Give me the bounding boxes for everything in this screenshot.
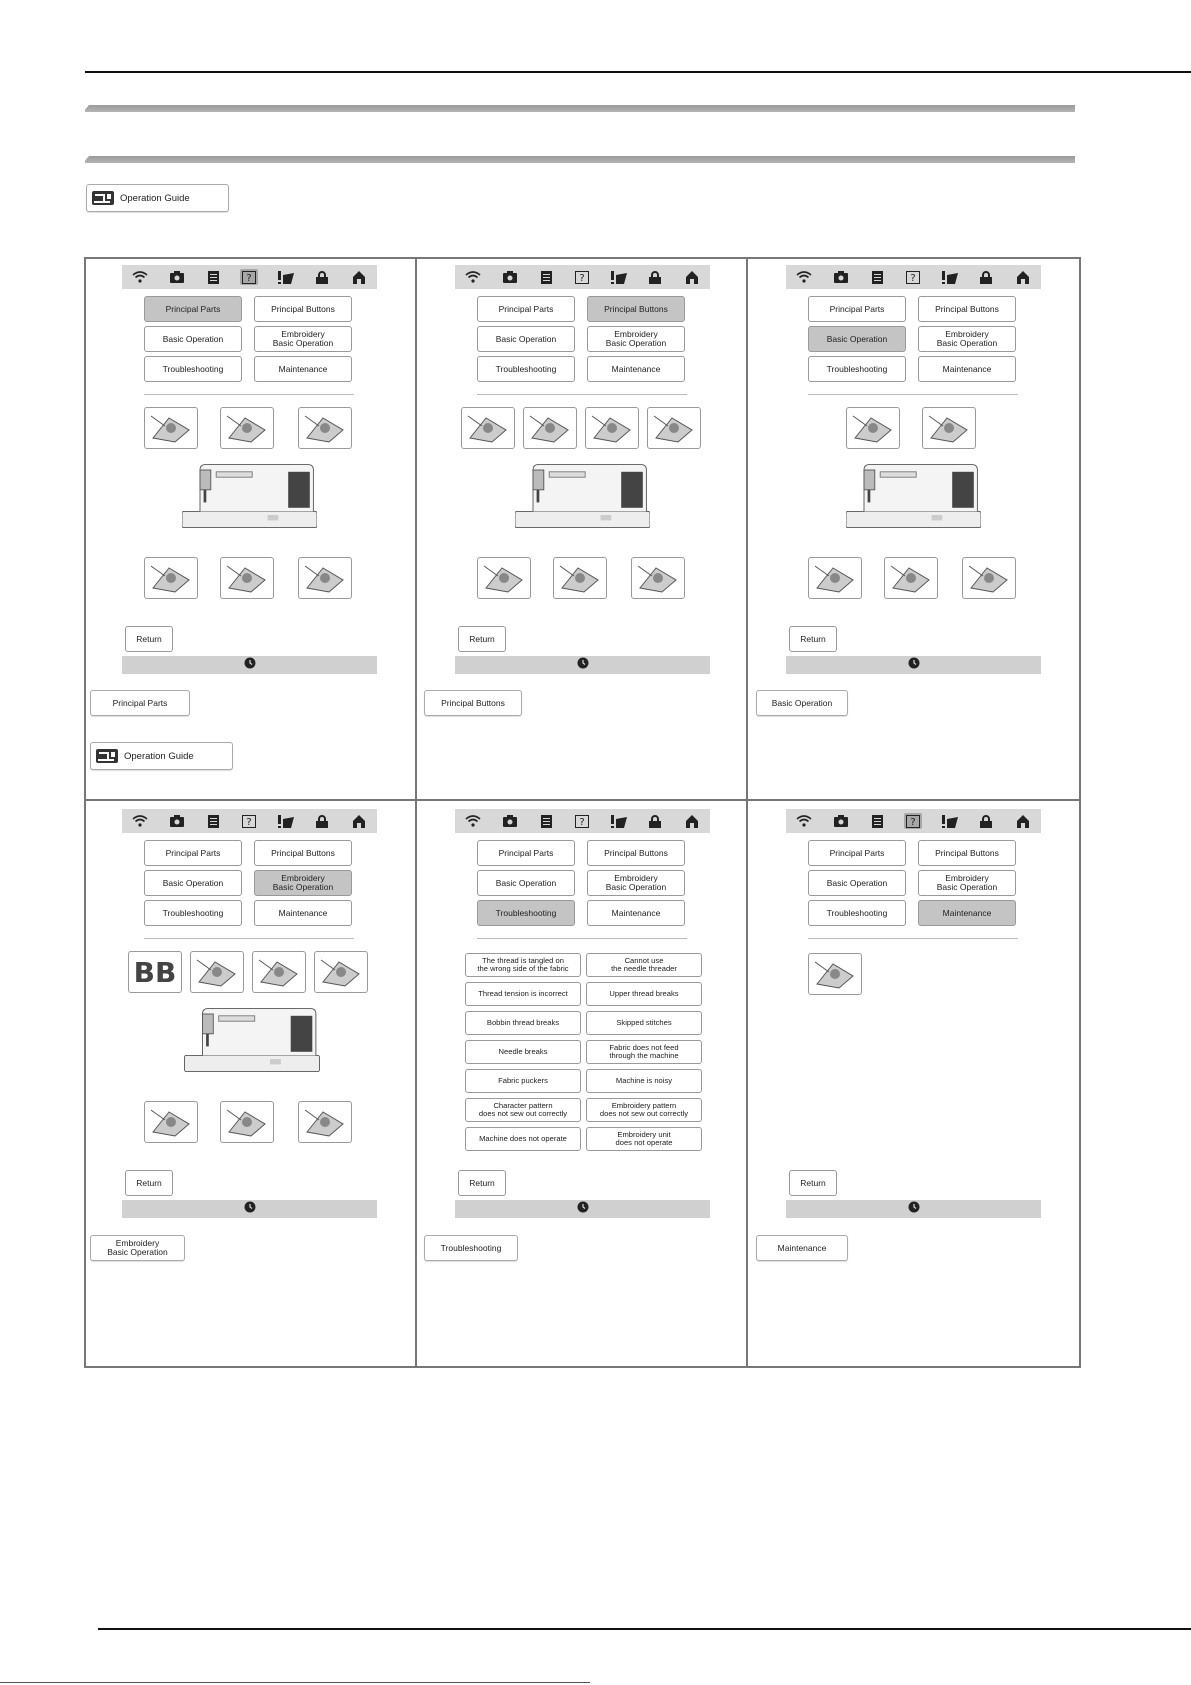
troubleshooting-item[interactable]: Character pattern does not sew out correctly <box>465 1098 581 1122</box>
screen-icon-bar <box>122 809 377 833</box>
detail-thumbnail[interactable] <box>523 407 577 449</box>
grid-divider-v2 <box>746 257 748 1368</box>
detail-thumbnail[interactable] <box>298 1101 352 1143</box>
troubleshooting-item[interactable]: Needle breaks <box>465 1040 581 1064</box>
guide-screen-3 <box>786 265 1041 685</box>
menu-button-maintenance[interactable]: Maintenance <box>587 900 685 926</box>
bottom-rule <box>98 1628 1191 1630</box>
detail-thumbnail[interactable] <box>808 557 862 599</box>
menu-button-basic-operation[interactable]: Basic Operation <box>808 870 906 896</box>
menu-button-principal-parts[interactable]: Principal Parts <box>477 296 575 322</box>
bobbin-icon[interactable] <box>610 269 628 285</box>
menu-divider <box>144 938 354 939</box>
lock-icon[interactable] <box>977 813 995 829</box>
menu-button-principal-parts[interactable]: Principal Parts <box>144 840 242 866</box>
document-icon[interactable] <box>204 269 222 285</box>
detail-thumbnail[interactable] <box>553 557 607 599</box>
help-icon[interactable] <box>573 813 591 829</box>
detail-thumbnail[interactable] <box>144 407 198 449</box>
svg-text:?: ? <box>246 816 253 828</box>
screen-bottom-bar <box>122 1200 377 1218</box>
operation-guide-key[interactable] <box>86 184 229 212</box>
menu-button-principal-parts[interactable]: Principal Parts <box>144 296 242 322</box>
screen-bottom-bar <box>122 656 377 674</box>
document-icon[interactable] <box>868 269 886 285</box>
caption-key[interactable]: Embroidery Basic Operation <box>90 1235 185 1261</box>
help-icon[interactable] <box>904 269 922 285</box>
troubleshooting-item[interactable]: Machine is noisy <box>586 1069 702 1093</box>
menu-button-troubleshooting[interactable]: Troubleshooting <box>477 356 575 382</box>
detail-thumbnail[interactable] <box>252 951 306 993</box>
clock-icon <box>908 656 920 674</box>
menu-button-basic-operation[interactable]: Basic Operation <box>144 326 242 352</box>
bobbin-icon[interactable] <box>610 813 628 829</box>
detail-thumbnail[interactable] <box>298 557 352 599</box>
sewing-machine-icon <box>92 191 114 205</box>
clock-icon <box>908 1200 920 1218</box>
detail-thumbnail[interactable] <box>144 557 198 599</box>
svg-text:?: ? <box>579 816 586 828</box>
return-button[interactable]: Return <box>789 626 837 652</box>
clock-icon <box>244 656 256 674</box>
detail-thumbnail[interactable] <box>846 407 900 449</box>
sewing-machine-illustration <box>182 461 317 538</box>
document-icon[interactable] <box>537 269 555 285</box>
grid-divider-v1 <box>415 257 417 1368</box>
home-icon[interactable] <box>1014 813 1032 829</box>
home-icon[interactable] <box>683 813 701 829</box>
wifi-icon[interactable] <box>795 269 813 285</box>
troubleshooting-item[interactable]: Fabric puckers <box>465 1069 581 1093</box>
home-icon[interactable] <box>350 813 368 829</box>
guide-screen-2 <box>455 265 710 685</box>
svg-text:?: ? <box>246 272 253 284</box>
menu-button-maintenance[interactable]: Maintenance <box>587 356 685 382</box>
troubleshooting-item[interactable]: Cannot use the needle threader <box>586 953 702 977</box>
guide-screen-1 <box>122 265 377 685</box>
screen-bottom-bar <box>786 656 1041 674</box>
wifi-icon[interactable] <box>464 269 482 285</box>
menu-button-embroidery-basic-operation[interactable]: Embroidery Basic Operation <box>254 326 352 352</box>
menu-button-principal-buttons[interactable]: Principal Buttons <box>587 840 685 866</box>
detail-thumbnail[interactable] <box>585 407 639 449</box>
caption-key[interactable]: Principal Parts <box>90 690 190 716</box>
guide-content <box>455 403 710 618</box>
home-icon[interactable] <box>683 269 701 285</box>
menu-button-basic-operation[interactable]: Basic Operation <box>144 870 242 896</box>
detail-thumbnail[interactable] <box>220 407 274 449</box>
menu-divider <box>144 394 354 395</box>
menu-button-maintenance[interactable]: Maintenance <box>254 900 352 926</box>
return-button[interactable]: Return <box>125 1170 173 1196</box>
svg-text:?: ? <box>910 272 917 284</box>
troubleshooting-item[interactable]: Embroidery pattern does not sew out correctly <box>586 1098 702 1122</box>
camera-icon[interactable] <box>168 813 186 829</box>
screen-bottom-bar <box>455 656 710 674</box>
camera-icon[interactable] <box>832 813 850 829</box>
troubleshooting-item[interactable]: Upper thread breaks <box>586 982 702 1006</box>
guide-content <box>455 947 710 1162</box>
svg-text:?: ? <box>910 816 917 828</box>
bobbin-icon[interactable] <box>277 269 295 285</box>
detail-thumbnail[interactable] <box>190 951 244 993</box>
guide-content <box>122 947 377 1162</box>
detail-thumbnail[interactable] <box>884 557 938 599</box>
screen-bottom-bar <box>786 1200 1041 1218</box>
lock-icon[interactable] <box>646 813 664 829</box>
clock-icon <box>244 1200 256 1218</box>
camera-icon[interactable] <box>832 269 850 285</box>
detail-thumbnail[interactable] <box>128 951 182 993</box>
svg-text:?: ? <box>579 272 586 284</box>
wifi-icon[interactable] <box>795 813 813 829</box>
guide-content <box>786 403 1041 618</box>
grid-divider-h <box>84 799 1081 801</box>
sewing-machine-illustration <box>142 1005 362 1082</box>
screen-icon-bar <box>455 265 710 289</box>
menu-button-embroidery-basic-operation[interactable]: Embroidery Basic Operation <box>918 326 1016 352</box>
menu-button-principal-parts[interactable]: Principal Parts <box>808 840 906 866</box>
page-edge-rule <box>0 1682 590 1683</box>
sewing-machine-illustration <box>846 461 981 538</box>
bobbin-icon[interactable] <box>941 269 959 285</box>
menu-button-maintenance[interactable]: Maintenance <box>254 356 352 382</box>
detail-thumbnail[interactable] <box>144 1101 198 1143</box>
menu-button-basic-operation[interactable]: Basic Operation <box>477 870 575 896</box>
detail-thumbnail[interactable] <box>314 951 368 993</box>
menu-button-embroidery-basic-operation[interactable]: Embroidery Basic Operation <box>587 326 685 352</box>
screen-icon-bar <box>786 265 1041 289</box>
help-icon[interactable] <box>240 269 258 285</box>
menu-button-troubleshooting[interactable]: Troubleshooting <box>808 900 906 926</box>
troubleshooting-item[interactable]: Embroidery unit does not operate <box>586 1127 702 1151</box>
help-icon[interactable] <box>904 813 922 829</box>
bobbin-icon[interactable] <box>941 813 959 829</box>
operation-guide-key[interactable] <box>90 742 233 770</box>
menu-button-embroidery-basic-operation[interactable]: Embroidery Basic Operation <box>254 870 352 896</box>
menu-button-troubleshooting[interactable]: Troubleshooting <box>477 900 575 926</box>
menu-button-basic-operation[interactable]: Basic Operation <box>477 326 575 352</box>
menu-button-principal-buttons[interactable]: Principal Buttons <box>254 840 352 866</box>
section-band-bottom <box>85 156 1075 163</box>
guide-screen-5 <box>455 809 710 1229</box>
screen-bottom-bar <box>455 1200 710 1218</box>
screen-icon-bar <box>122 265 377 289</box>
embroidery-sample-text: BB <box>133 955 177 989</box>
detail-thumbnail[interactable] <box>298 407 352 449</box>
screen-icon-bar <box>786 809 1041 833</box>
clock-icon <box>577 1200 589 1218</box>
help-icon[interactable] <box>573 269 591 285</box>
menu-button-troubleshooting[interactable]: Troubleshooting <box>808 356 906 382</box>
menu-button-embroidery-basic-operation[interactable]: Embroidery Basic Operation <box>587 870 685 896</box>
operation-guide-label: Operation Guide <box>124 750 194 762</box>
guide-screen-4 <box>122 809 377 1229</box>
menu-button-principal-buttons[interactable]: Principal Buttons <box>254 296 352 322</box>
clock-icon <box>577 656 589 674</box>
detail-thumbnail[interactable] <box>647 407 701 449</box>
lock-icon[interactable] <box>646 269 664 285</box>
operation-guide-label: Operation Guide <box>120 192 190 204</box>
menu-button-principal-parts[interactable]: Principal Parts <box>477 840 575 866</box>
menu-divider <box>477 938 687 939</box>
menu-button-maintenance[interactable]: Maintenance <box>918 356 1016 382</box>
detail-thumbnail[interactable] <box>922 407 976 449</box>
detail-thumbnail[interactable] <box>220 557 274 599</box>
menu-button-principal-buttons[interactable]: Principal Buttons <box>918 296 1016 322</box>
bobbin-icon[interactable] <box>277 813 295 829</box>
top-rule <box>85 71 1191 73</box>
lock-icon[interactable] <box>313 269 331 285</box>
menu-button-embroidery-basic-operation[interactable]: Embroidery Basic Operation <box>918 870 1016 896</box>
document-icon[interactable] <box>868 813 886 829</box>
help-icon[interactable] <box>240 813 258 829</box>
menu-button-maintenance[interactable]: Maintenance <box>918 900 1016 926</box>
troubleshooting-item[interactable]: The thread is tangled on the wrong side of the fabric <box>465 953 581 977</box>
camera-icon[interactable] <box>501 269 519 285</box>
home-icon[interactable] <box>1014 269 1032 285</box>
sewing-machine-icon <box>96 749 118 763</box>
camera-icon[interactable] <box>168 269 186 285</box>
maintenance-thumbnail[interactable] <box>808 953 862 995</box>
wifi-icon[interactable] <box>131 813 149 829</box>
guide-content <box>786 947 1041 1162</box>
menu-button-principal-parts[interactable]: Principal Parts <box>808 296 906 322</box>
home-icon[interactable] <box>350 269 368 285</box>
menu-divider <box>808 394 1018 395</box>
caption-key[interactable]: Basic Operation <box>756 690 848 716</box>
return-button[interactable]: Return <box>458 1170 506 1196</box>
guide-content <box>122 403 377 618</box>
detail-thumbnail[interactable] <box>631 557 685 599</box>
sewing-machine-illustration <box>515 461 650 538</box>
menu-button-troubleshooting[interactable]: Troubleshooting <box>144 356 242 382</box>
document-icon[interactable] <box>204 813 222 829</box>
detail-thumbnail[interactable] <box>962 557 1016 599</box>
troubleshooting-item[interactable]: Machine does not operate <box>465 1127 581 1151</box>
menu-button-basic-operation[interactable]: Basic Operation <box>808 326 906 352</box>
section-band-top <box>85 105 1075 112</box>
screen-icon-bar <box>455 809 710 833</box>
detail-thumbnail[interactable] <box>461 407 515 449</box>
wifi-icon[interactable] <box>464 813 482 829</box>
camera-icon[interactable] <box>501 813 519 829</box>
caption-key[interactable]: Principal Buttons <box>424 690 522 716</box>
troubleshooting-item[interactable]: Skipped stitches <box>586 1011 702 1035</box>
caption-key[interactable]: Troubleshooting <box>424 1235 518 1261</box>
troubleshooting-item[interactable]: Bobbin thread breaks <box>465 1011 581 1035</box>
menu-button-principal-buttons[interactable]: Principal Buttons <box>587 296 685 322</box>
return-button[interactable]: Return <box>125 626 173 652</box>
troubleshooting-item[interactable]: Fabric does not feed through the machine <box>586 1040 702 1064</box>
return-button[interactable]: Return <box>458 626 506 652</box>
lock-icon[interactable] <box>977 269 995 285</box>
troubleshooting-item[interactable]: Thread tension is incorrect <box>465 982 581 1006</box>
detail-thumbnail[interactable] <box>477 557 531 599</box>
caption-key[interactable]: Maintenance <box>756 1235 848 1261</box>
menu-divider <box>477 394 687 395</box>
menu-button-principal-buttons[interactable]: Principal Buttons <box>918 840 1016 866</box>
guide-screen-6 <box>786 809 1041 1229</box>
return-button[interactable]: Return <box>789 1170 837 1196</box>
menu-divider <box>808 938 1018 939</box>
detail-thumbnail[interactable] <box>220 1101 274 1143</box>
document-icon[interactable] <box>537 813 555 829</box>
wifi-icon[interactable] <box>131 269 149 285</box>
lock-icon[interactable] <box>313 813 331 829</box>
menu-button-troubleshooting[interactable]: Troubleshooting <box>144 900 242 926</box>
